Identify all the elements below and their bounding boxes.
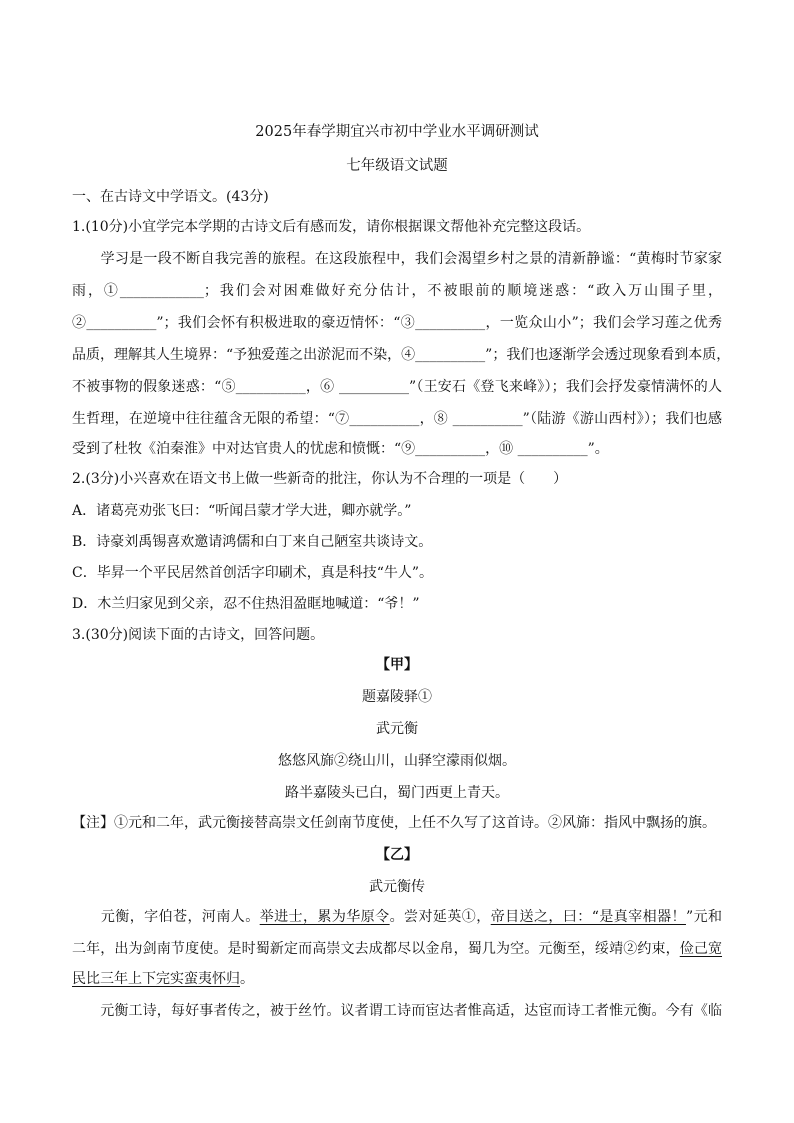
biography-text: 元衡，字伯苍，河南人。	[72, 909, 260, 925]
q2-option-c: C．毕昇一个平民居然首创活字印刷术，真是科技“牛人”。	[72, 565, 434, 581]
biography-line-3	[72, 968, 722, 988]
q2-option-a: A．诸葛亮劝张飞曰：“听闻吕蒙才学大进，卿亦就学。”	[72, 503, 412, 519]
underlined-phrase: 帝目送之，曰：“是真宰相器！	[490, 909, 686, 925]
underlined-phrase: 民比三年上下完实蛮夷怀归	[72, 971, 240, 987]
q1-line-2: 雨，①____________；我们会对困难做好充分估计，不被眼前的顺境迷惑：“政入万山围子里，	[72, 283, 722, 299]
underlined-phrase: 举进士，累为华原令	[259, 909, 390, 925]
biography-line-1	[72, 906, 722, 926]
q1-line-3: ②__________”；我们会怀有积极进取的豪迈情怀：“③__________，一览众山小”；我们会学习莲之优秀	[72, 315, 722, 331]
q2-stem: 2.(3分)小兴喜欢在语文书上做一些新奇的批注，你认为不合理的一项是（ ）	[72, 471, 568, 487]
poem-verse-2: 路半嘉陵头已白，蜀门西更上青天。	[285, 785, 509, 801]
q1-line-4: 品质，理解其人生境界：“予独爱莲之出淤泥而不染，④__________”；我们也逐渐学会透过现象看到本质，	[72, 347, 731, 363]
poem-author: 武元衡	[376, 721, 418, 737]
biography-text: 。尝对延英①，	[389, 909, 491, 925]
poem-note: 【注】①元和二年，武元衡接替高崇文任剑南节度使，上任不久写了这首诗。②风旆：指风中飘扬的旗。	[72, 815, 716, 831]
doc-title: 2025年春学期宜兴市初中学业水平调研测试	[255, 124, 539, 140]
jia-label: 【甲】	[376, 657, 418, 673]
biography-para-2: 元衡工诗，每好事者传之，被于丝竹。议者谓工诗而宦达者惟高适，达宦而诗工者惟元衡。今有《临	[72, 1003, 722, 1019]
biography-line-2	[72, 938, 722, 958]
biography-text: 。	[240, 971, 254, 987]
biography-text: ”元和	[685, 909, 722, 925]
poem-title: 题嘉陵驿①	[362, 689, 432, 705]
q2-option-b: B．诗豪刘禹锡喜欢邀请鸿儒和白丁来自己陋室共谈诗文。	[72, 534, 433, 550]
q1-line-5: 不被事物的假象迷惑：“⑤__________，⑥ __________”（王安石《登飞来峰》）；我们会抒发豪情满怀的人	[72, 379, 722, 395]
q2-option-d: D．木兰归家见到父亲，忍不住热泪盈眶地喊道：“爷！”	[72, 596, 420, 612]
q1-line-1: 学习是一段不断自我完善的旅程。在这段旅程中，我们会渴望乡村之景的清新静谧：“黄梅时节家家	[72, 251, 722, 267]
underlined-phrase: 俭己宽	[679, 941, 723, 957]
yi-label: 【乙】	[376, 847, 418, 863]
q3-stem: 3.(30分)阅读下面的古诗文，回答问题。	[72, 627, 325, 643]
q1-line-6: 生哲理，在逆境中往往蕴含无限的希望：“⑦__________，⑧ __________”（陆游《游山西村》）；我们也感	[72, 411, 722, 427]
q1-stem: 1.(10分)小宜学完本学期的古诗文后有感而发，请你根据课文帮他补充完整这段话。	[72, 219, 591, 235]
section-heading: 一、在古诗文中学语文。(43分)	[72, 189, 269, 205]
doc-subtitle: 七年级语文试题	[346, 158, 448, 174]
poem-verse-1: 悠悠风旆②绕山川，山驿空濛雨似烟。	[278, 753, 516, 769]
biography-text: 二年，出为剑南节度使。是时蜀新定而高崇文去成都尽以金帛，蜀几为空。元衡至，绥靖②约束，	[72, 941, 680, 957]
biography-title: 武元衡传	[369, 879, 425, 895]
q1-line-7: 受到了杜牧《泊秦淮》中对达官贵人的忧虑和愤慨：“⑨__________，⑩ __________”。	[72, 441, 609, 457]
